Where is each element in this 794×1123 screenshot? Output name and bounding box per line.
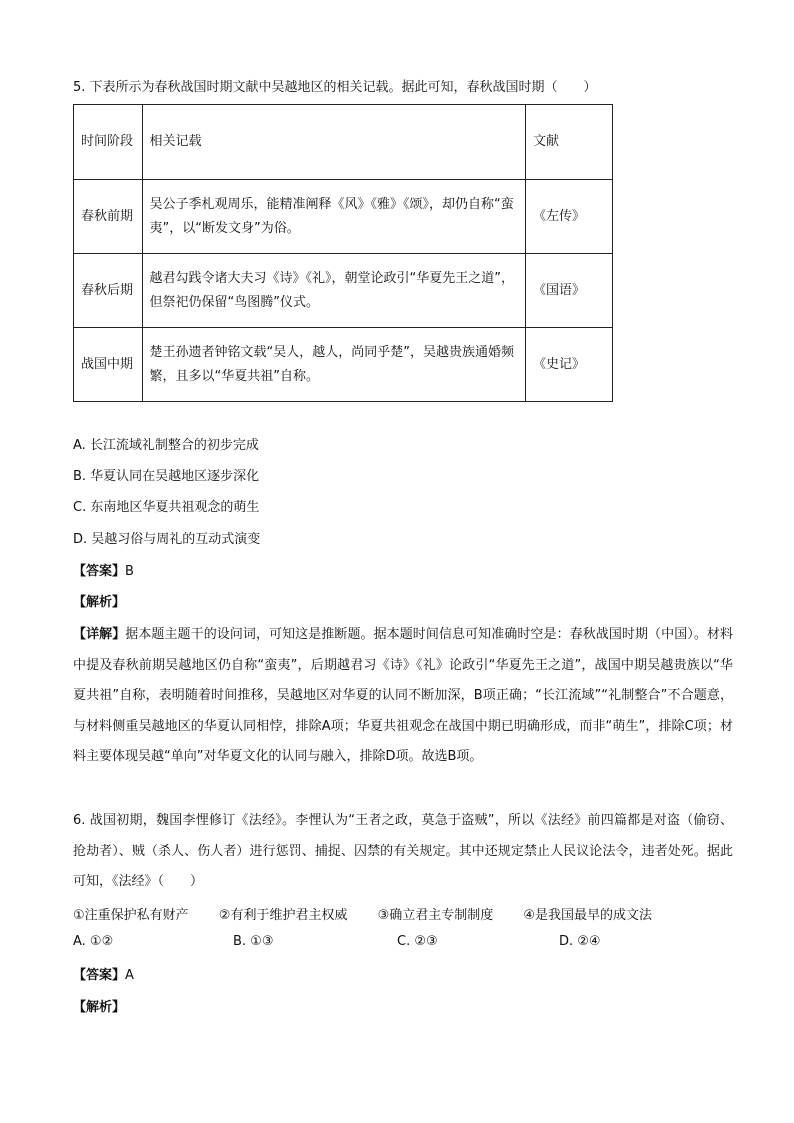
table-header-cell: 时间阶段 <box>74 105 143 180</box>
choice-b: B. ①③ <box>233 934 274 949</box>
choice-d: D. ②④ <box>559 934 601 949</box>
table-row <box>74 328 613 402</box>
answer-label: 【答案】 <box>73 564 126 579</box>
statement-item: ④是我国最早的成文法 <box>523 908 653 923</box>
analysis-label-6: 【解析】 <box>73 1000 126 1015</box>
answer-value: B <box>125 564 134 579</box>
analysis-label: 【解析】 <box>73 595 126 610</box>
statement-item: ②有利于维护君主权威 <box>218 908 348 923</box>
answer-line <box>73 562 134 582</box>
question-6-stem: 6. 战国初期，魏国李悝修订《法经》。李悝认为“王者之政，莫急于盗贼”，所以《法经》前四篇都是对盗（偷窃、抢劫者）、贼（杀人、伤人者）进行惩罚、捕捉、囚禁的有关规定。其中还规定禁止人民议论法令，违者处死。据此可知，《法经》（ ） <box>73 813 733 889</box>
statement-list <box>73 904 678 923</box>
records-table <box>73 104 613 402</box>
answer-line-6 <box>73 966 134 986</box>
statement-item: ③确立君主专制制度 <box>377 908 494 923</box>
choice-a: A. ①② <box>73 934 114 949</box>
table-row <box>74 254 613 328</box>
table-cell: 《左传》 <box>526 180 613 254</box>
table-cell: 春秋后期 <box>74 254 143 328</box>
table-cell: 吴公子季札观周乐，能精准阐释《风》《雅》《颂》，却仍自称“蛮夷”，以“断发文身”为俗。 <box>142 180 526 254</box>
table-cell: 楚王孙遗者钟铭文载“吴人，越人，尚同乎楚”，吴越贵族通婚频繁，且多以“华夏共祖”自称。 <box>142 328 526 402</box>
detail-paragraph <box>73 620 733 773</box>
table-header-cell: 文献 <box>526 105 613 180</box>
choice-list <box>73 934 733 956</box>
table-cell: 《史记》 <box>526 328 613 402</box>
table-header-cell: 相关记载 <box>142 105 526 180</box>
option-c: C. 东南地区华夏共祖观念的萌生 <box>73 500 260 515</box>
table-cell: 《国语》 <box>526 254 613 328</box>
option-a: A. 长江流域礼制整合的初步完成 <box>73 438 259 453</box>
table-cell: 战国中期 <box>74 328 143 402</box>
answer-label: 【答案】 <box>73 968 126 983</box>
option-b: B. 华夏认同在吴越地区逐步深化 <box>73 469 260 484</box>
question-5-stem: 5. 下表所示为春秋战国时期文献中吴越地区的相关记载。据此可知，春秋战国时期（ ） <box>73 80 597 95</box>
detail-label: 【详解】 <box>73 627 126 642</box>
table-header-row <box>74 105 613 180</box>
answer-value: A <box>125 968 134 983</box>
table-cell: 越君勾践令诸大夫习《诗》《礼》，朝堂论政引“华夏先王之道”，但祭祀仍保留“鸟图腾”仪式。 <box>142 254 526 328</box>
choice-c: C. ②③ <box>397 934 438 949</box>
statement-item: ①注重保护私有财产 <box>73 908 189 923</box>
option-d: D. 吴越习俗与周礼的互动式演变 <box>73 532 261 547</box>
table-cell: 春秋前期 <box>74 180 143 254</box>
table-row <box>74 180 613 254</box>
detail-text: 据本题主题干的设问词，可知这是推断题。据本题时间信息可知准确时空是：春秋战国时期（中国）。材料中提及春秋前期吴越地区仍自称“蛮夷”，后期越君习《诗》《礼》论政引“华夏先王之道”，战国中期吴越贵族以“华夏共祖”自称，表明随着时间推移，吴越地区对华夏的认同不断加深，B项正确；“长江流域”“礼制整合”不合题意，与材料侧重吴越地区的华夏认同相悖，排除A项；华夏共祖观念在战国中期已明确形成，而非“萌生”，排除C项；材料主要体现吴越“单向”对华夏文化的认同与融入，排除D项。故选B项。 <box>73 627 733 764</box>
